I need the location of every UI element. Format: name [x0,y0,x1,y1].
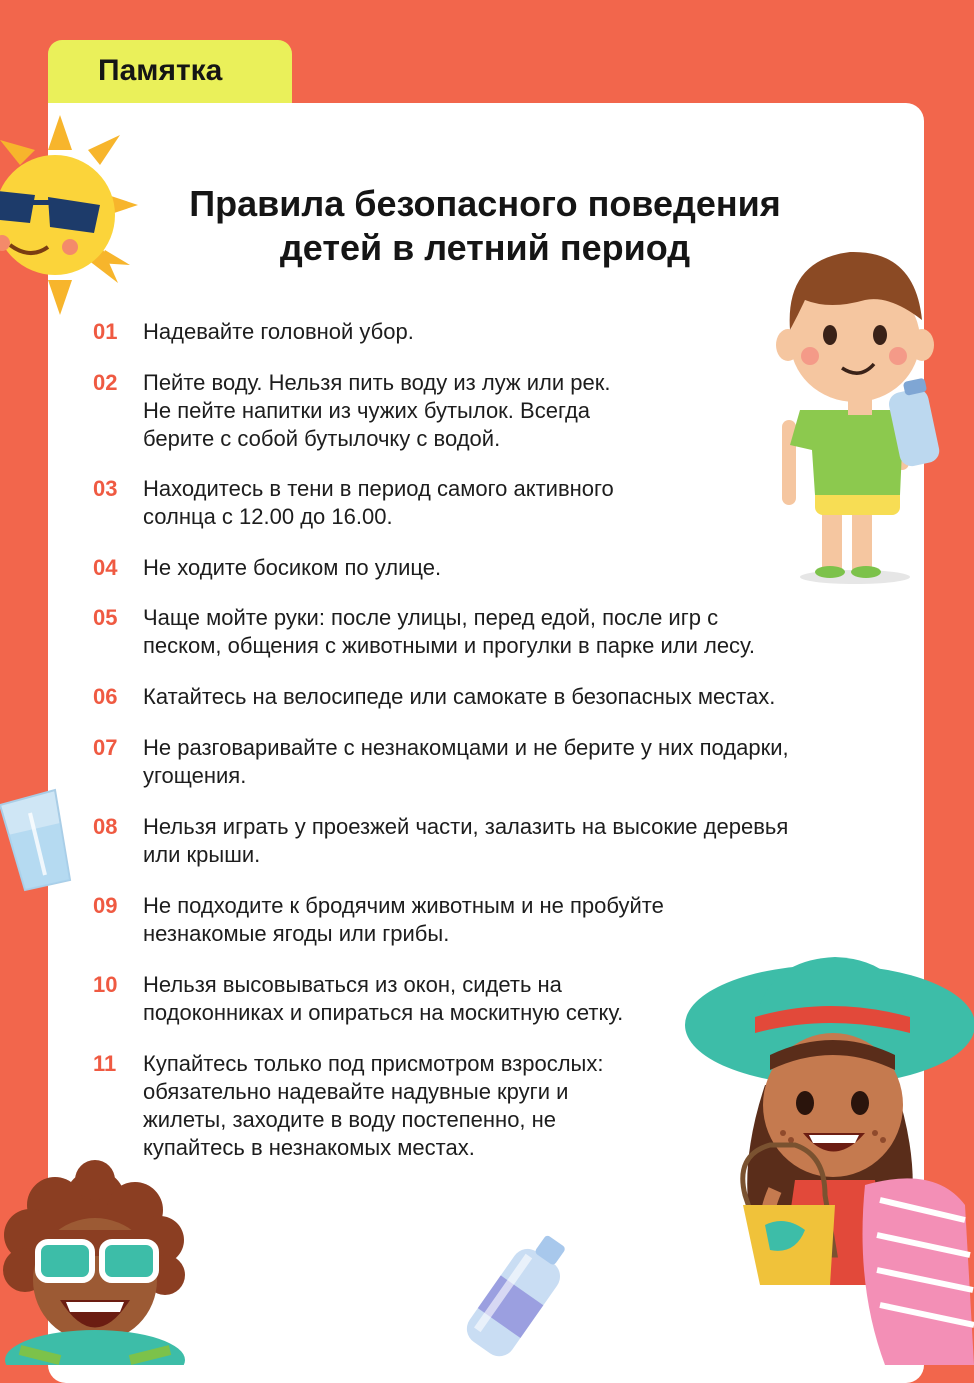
memo-tab-label: Памятка [98,54,223,87]
rule-text [143,813,788,869]
rule-text-line: обязательно надевайте надувные круги и [143,1079,569,1104]
rule-text-line: Не пейте напитки из чужих бутылок. Всегда [143,398,591,423]
rule-item [93,813,788,869]
rule-text [143,554,441,582]
rule-item [93,604,755,660]
rule-text-line: Нельзя играть у проезжей части, залазить на высокие деревья [143,814,789,839]
rule-text-line: Катайтесь на велосипеде или самокате в безопасных местах. [143,684,776,709]
rule-text-line: Купайтесь только под присмотром взрослых: [143,1051,604,1076]
rule-text-line: или крыши. [143,842,261,867]
rule-text-line: незнакомые ягоды или грибы. [143,921,450,946]
rule-item [93,318,414,346]
rule-text-line: жилеты, заходите в воду постепенно, не [143,1107,557,1132]
rule-text [143,892,664,948]
title-line: детей в летний период [279,227,691,268]
sun-illustration [0,115,140,315]
rule-text-line: Нельзя высовываться из окон, сидеть на [143,972,562,997]
page-title [120,182,850,270]
rule-number: 05 [93,605,118,630]
rule-text-line: Находитесь в тени в период самого активного [143,476,614,501]
rule-number: 07 [93,735,118,760]
rule-text [143,475,614,531]
rule-text-line: Не подходите к бродячим животным и не пробуйте [143,893,664,918]
rule-text-line: подоконниках и опираться на москитную сетку. [143,1000,624,1025]
rule-text-line: песком, общения с животными и прогулки в парке или лесу. [143,633,755,658]
kid-with-ring-illustration [0,1160,190,1365]
rule-number: 03 [93,476,118,501]
rule-text [143,971,623,1027]
rule-number: 08 [93,814,118,839]
rule-text-line: Чаще мойте руки: после улицы, перед едой, после игр с [143,605,719,630]
rule-item [93,683,775,711]
rule-text-line: берите с собой бутылочку с водой. [143,426,501,451]
rule-item [93,1050,603,1162]
rule-text-line: Надевайте головной убор. [143,319,414,344]
rule-text-line: Пейте воду. Нельзя пить воду из луж или рек. [143,370,611,395]
rule-text [143,318,414,346]
bottle-illustration [455,1220,585,1365]
rule-text-line: Не ходите босиком по улице. [143,555,442,580]
rule-text-line: Не разговаривайте с незнакомцами и не берите у них подарки, [143,735,789,760]
girl-illustration [685,955,974,1365]
rule-number: 04 [93,555,118,580]
rule-item [93,475,614,531]
rule-text [143,683,775,711]
rule-item [93,734,789,790]
rule-item [93,892,664,948]
rule-text-line: угощения. [143,763,247,788]
glass-illustration [0,785,75,895]
rule-item [93,369,611,453]
rule-text-line: солнца с 12.00 до 16.00. [143,504,393,529]
rule-number: 09 [93,893,118,918]
boy-illustration [770,240,950,585]
rule-number: 02 [93,370,118,395]
rule-item [93,971,623,1027]
rule-text [143,734,789,790]
rule-text-line: купайтесь в незнакомых местах. [143,1135,475,1160]
rule-number: 10 [93,972,118,997]
rule-text [143,604,755,660]
rule-number: 06 [93,684,118,709]
rule-text [143,369,611,453]
rule-number: 01 [93,319,118,344]
rule-number: 11 [93,1051,117,1076]
rule-text [143,1050,603,1162]
rule-item [93,554,441,582]
title-line: Правила безопасного поведения [189,183,781,224]
